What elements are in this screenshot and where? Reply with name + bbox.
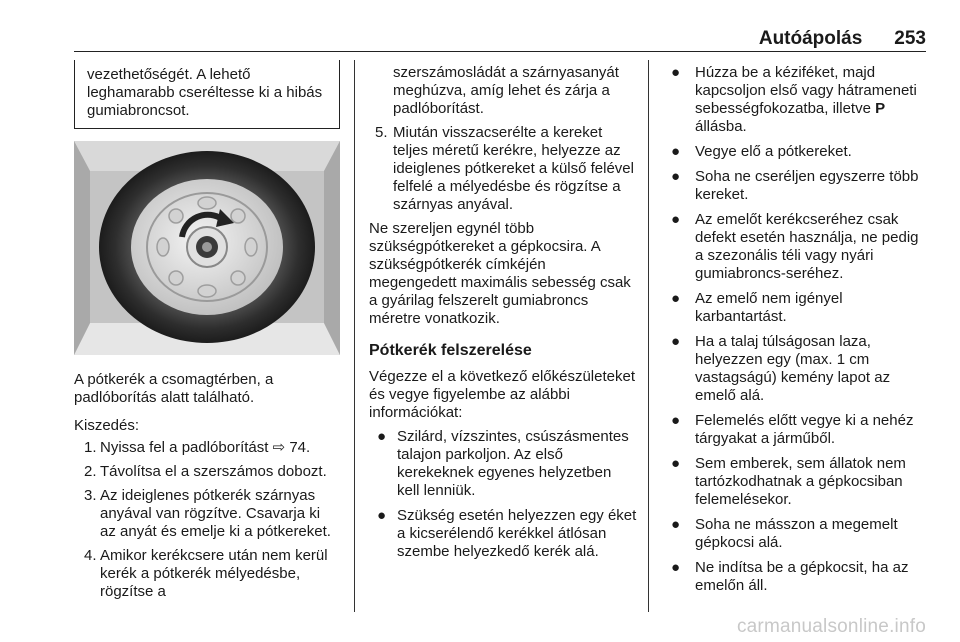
list-item: 3. Az ideiglenes pótkerék szárnyas anyával van rögzítve. Csavarja ki az anyát és emelje ki a pótkereket. xyxy=(84,487,331,540)
safety-list xyxy=(665,64,927,595)
list-item: ● Szilárd, vízszintes, csúszásmentes talajon parkoljon. Az első kerekeknek egyenes helyzetben kell lenniük. xyxy=(377,428,629,499)
warning-text: vezethetőségét. A lehető leghamarabb cseréltesse ki a hibás gumiabroncsot. xyxy=(87,66,323,119)
page-title: Autóápolás xyxy=(758,28,863,49)
spare-wheel-illustration xyxy=(74,141,340,355)
column-divider xyxy=(354,60,355,612)
list-item: ● Vegye elő a pótkereket. xyxy=(671,143,852,160)
preparation-list xyxy=(369,428,637,561)
list-item: ● Sem emberek, sem állatok nem tartózkodhatnak a gépkocsiban felemelésekor. xyxy=(671,455,906,508)
list-item: ● Az emelő nem igényel karbantartást. xyxy=(671,290,843,325)
removal-steps-cont xyxy=(369,124,637,214)
page-number: 253 xyxy=(894,28,926,49)
column-2 xyxy=(369,60,637,568)
removal-steps xyxy=(74,439,340,601)
list-item: ● Soha ne másszon a megemelt gépkocsi alá. xyxy=(671,516,898,551)
list-item: 1. Nyissa fel a padlóborítást ⇨ 74. xyxy=(84,439,311,456)
column-1 xyxy=(74,60,340,607)
list-item: 5. Miután visszacserélte a kereket teljes méretű kerékre, helyezze az ideiglenes pótkereket a külső felével felfelé a mélyedésbe és rögzítse a szárnyas anyával. xyxy=(375,124,634,213)
list-item: 4. Amikor kerékcsere után nem kerül kerék a pótkerék mélyedésbe, rögzítse a xyxy=(84,547,328,600)
column-divider xyxy=(648,60,649,612)
gear-position-label: P xyxy=(875,100,886,117)
list-item: ● Húzza be a kéziféket, majd kapcsoljon első vagy hátrameneti sebességfokozatba, illetve P állásba. xyxy=(671,64,917,135)
page-header xyxy=(74,28,926,50)
list-item: ● Az emelőt kerékcseréhez csak defekt esetén használja, ne pedig a szezonális téli vagy nyári gumiabroncs-seréhez. xyxy=(671,211,919,282)
intro-paragraph: Végezze el a következő előkészületeket és vegye figyelembe az alábbi információkat: xyxy=(369,368,635,421)
note-paragraph: Ne szereljen egynél több szükségpótkereket a gépkocsira. A szükségpótkerék címkéjén megengedett maximális sebesség csak a gyárilag felszerelt gumiabroncs méretre vonatkozik. xyxy=(369,220,631,327)
list-item: ● Felemelés előtt vegye ki a nehéz tárgyakat a járműből. xyxy=(671,412,914,447)
list-item: 2. Távolítsa el a szerszámos dobozt. xyxy=(84,463,327,480)
step-4-continuation: szerszámosládát a szárnyasanyát meghúzva, amíg lehet és zárja a padlóborítást. xyxy=(393,64,619,117)
list-item: ● Szükség esetén helyezzen egy éket a kicserélendő kerékkel átlósan szembe helyezkedő kerék alá. xyxy=(377,507,637,560)
header-rule xyxy=(74,51,926,52)
list-item: ● Ne indítsa be a gépkocsit, ha az emelőn áll. xyxy=(671,559,909,594)
figure-caption: A pótkerék a csomagtérben, a padlóborítás alatt található. xyxy=(74,371,274,406)
list-item: ● Soha ne cseréljen egyszerre több kereket. xyxy=(671,168,919,203)
removal-heading: Kiszedés: xyxy=(74,417,140,434)
section-heading: Pótkerék felszerelése xyxy=(369,342,532,359)
list-item: ● Ha a talaj túlságosan laza, helyezzen egy (max. 1 cm vastagságú) kemény lapot az emelő alá. xyxy=(671,333,891,404)
watermark: carmanualsonline.info xyxy=(736,616,926,637)
column-3 xyxy=(665,60,927,602)
spare-wheel-drawing xyxy=(74,141,340,355)
warning-box xyxy=(74,60,340,129)
